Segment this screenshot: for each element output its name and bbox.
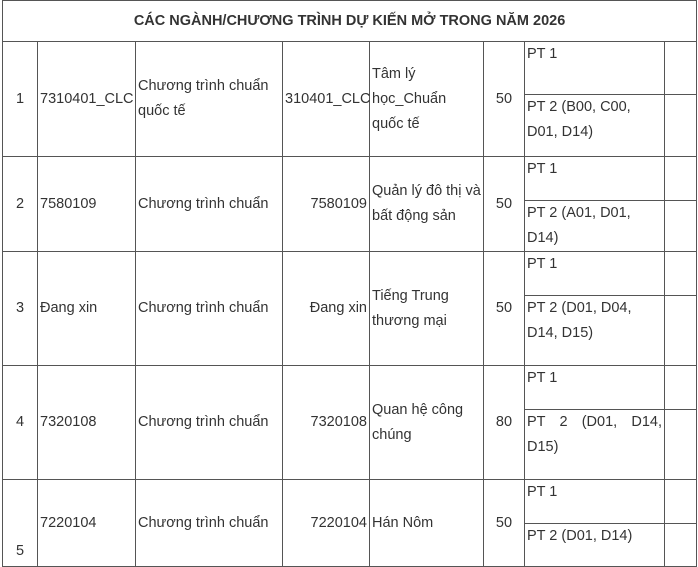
program-type: Chương trình chuẩn <box>136 157 283 252</box>
admission-code: 7580109 <box>283 157 370 252</box>
quota: 50 <box>484 157 525 252</box>
empty-cell <box>665 366 697 410</box>
empty-cell <box>665 42 697 95</box>
method-1: PT 1 <box>525 366 665 410</box>
program-type: Chương trình chuẩn <box>136 366 283 480</box>
table-title: CÁC NGÀNH/CHƯƠNG TRÌNH DỰ KIẾN MỞ TRONG NĂM 2026 <box>3 1 697 42</box>
admission-code: 7320108 <box>283 366 370 480</box>
major-name: Tâm lý học_Chuẩn quốc tế <box>370 42 484 157</box>
program-type: Chương trình chuẩn <box>136 480 283 567</box>
major-name: Quản lý đô thị và bất động sản <box>370 157 484 252</box>
table-row <box>3 42 697 95</box>
row-number: 5 <box>3 480 38 567</box>
empty-cell <box>665 252 697 296</box>
title-row <box>3 1 697 42</box>
major-code: 7320108 <box>38 366 136 480</box>
empty-cell <box>665 480 697 524</box>
row-number: 1 <box>3 42 38 157</box>
major-name: Hán Nôm <box>370 480 484 567</box>
major-code: Đang xin <box>38 252 136 366</box>
major-code: 7220104 <box>38 480 136 567</box>
row-number: 4 <box>3 366 38 480</box>
empty-cell <box>665 410 697 480</box>
method-2: PT 2 (D01, D14) <box>525 524 665 567</box>
empty-cell <box>665 201 697 252</box>
empty-cell <box>665 157 697 201</box>
major-name: Tiếng Trung thương mại <box>370 252 484 366</box>
admission-code: 310401_CLC <box>283 42 370 157</box>
program-type: Chương trình chuẩn quốc tế <box>136 42 283 157</box>
method-2: PT 2 (B00, C00, D01, D14) <box>525 95 665 157</box>
method-2: PT 2 (A01, D01, D14) <box>525 201 665 252</box>
row-number: 2 <box>3 157 38 252</box>
empty-cell <box>665 296 697 366</box>
quota: 50 <box>484 252 525 366</box>
table-row <box>3 252 697 296</box>
method-1: PT 1 <box>525 157 665 201</box>
method-1: PT 1 <box>525 42 665 95</box>
major-code: 7580109 <box>38 157 136 252</box>
empty-cell <box>665 95 697 157</box>
quota: 80 <box>484 366 525 480</box>
major-code: 7310401_CLC <box>38 42 136 157</box>
quota: 50 <box>484 42 525 157</box>
method-2: PT 2 (D01, D14, D15) <box>525 410 665 480</box>
method-1: PT 1 <box>525 480 665 524</box>
table-row <box>3 157 697 201</box>
table-row <box>3 366 697 410</box>
majors-table <box>2 0 697 567</box>
admission-code: Đang xin <box>283 252 370 366</box>
quota: 50 <box>484 480 525 567</box>
major-name: Quan hệ công chúng <box>370 366 484 480</box>
table-row <box>3 480 697 524</box>
row-number: 3 <box>3 252 38 366</box>
method-2: PT 2 (D01, D04, D14, D15) <box>525 296 665 366</box>
program-type: Chương trình chuẩn <box>136 252 283 366</box>
empty-cell <box>665 524 697 567</box>
method-1: PT 1 <box>525 252 665 296</box>
admission-code: 7220104 <box>283 480 370 567</box>
